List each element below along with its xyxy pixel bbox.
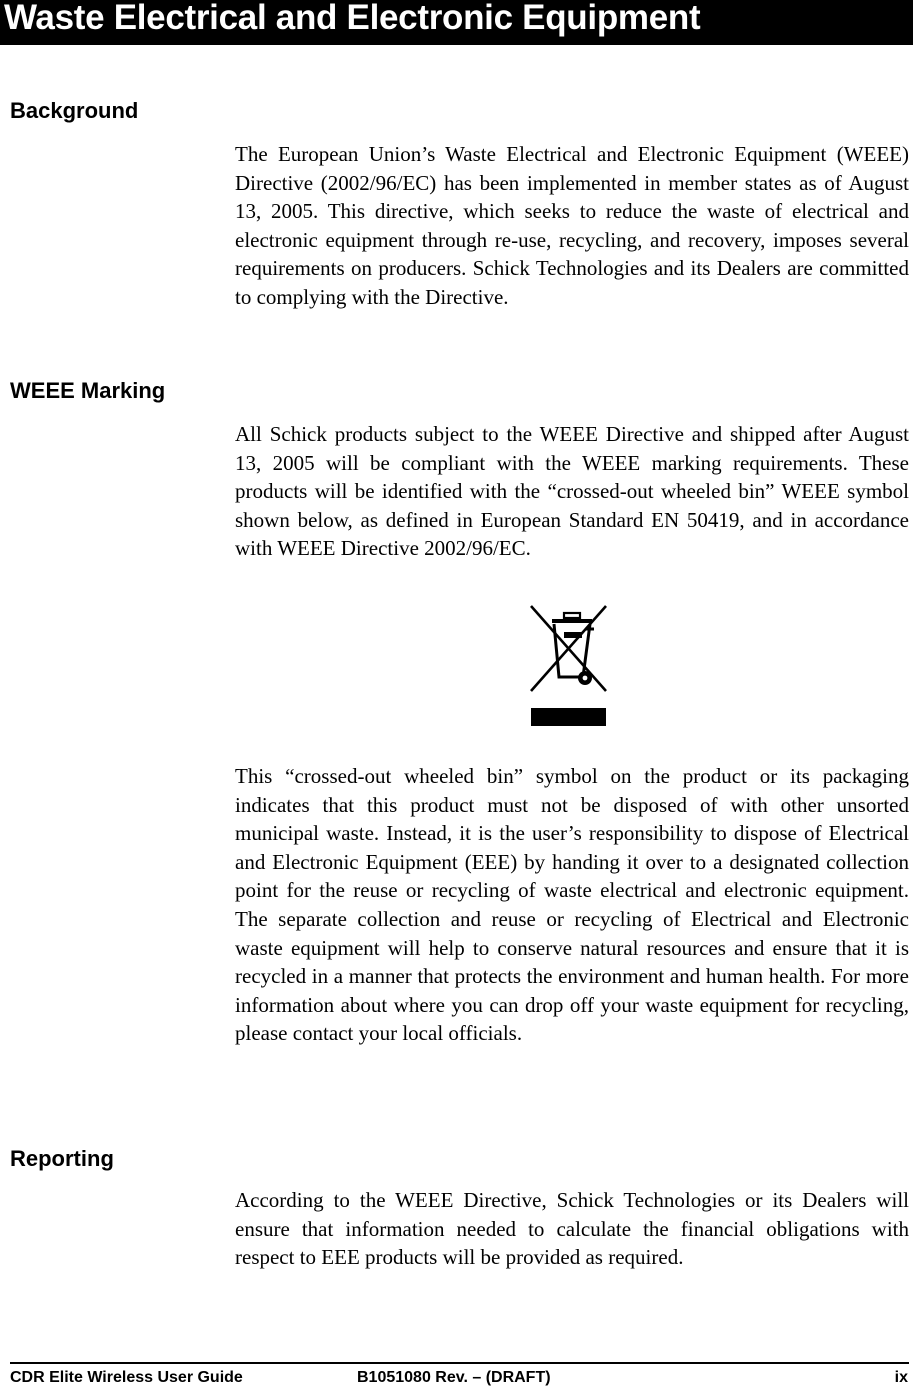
paragraph-weee-marking-1: All Schick products subject to the WEEE Directive and shipped after August 13, 2005 will be compliant with the WEEE marking requirements. These products will be identified with the “crossed-out wheeled bin” WEEE symbol shown below, as defined in European Standard EN 50419, and in accordance with WEEE Directive 2002/96/EC. bbox=[235, 422, 909, 561]
section-heading-background: Background bbox=[10, 98, 139, 123]
crossed-out-wheeled-bin-icon bbox=[528, 603, 608, 727]
paragraph-background: The European Union’s Waste Electrical and Electronic Equipment (WEEE) Directive (2002/96/EC) has been implemented in member states as of August 13, 2005. This directive, which seeks to reduce the waste of electrical and electronic equipment through re-use, recycling, and recovery, imposes several requirements on producers. Schick Technologies and its Dealers are committed to complying with the Directive. bbox=[235, 142, 909, 309]
paragraph-weee-marking-2: This “crossed-out wheeled bin” symbol on the product or its packaging indicates that this product must not be disposed of with other unsorted municipal waste. Instead, it is the user’s responsibility to dispose of Electrical and Electronic Equipment (EEE) by handing it over to a designated collection point for the reuse or recycling of waste electrical and electronic equipment. The separate collection and reuse or recycling of Electrical and Electronic waste equipment will help to conserve natural resources and ensure that it is recycled in a manner that protects the environment and human health. For more information about where you can drop off your waste equipment for recycling, please contact your local officials. bbox=[235, 764, 909, 1046]
footer-page-number: ix bbox=[894, 1369, 908, 1386]
footer-guide-title: CDR Elite Wireless User Guide bbox=[10, 1369, 243, 1386]
footer-doc-number: B1051080 Rev. – (DRAFT) bbox=[357, 1369, 551, 1386]
page-title: Waste Electrical and Electronic Equipment bbox=[4, 0, 701, 37]
footer-rule bbox=[10, 1362, 909, 1364]
section-heading-weee-marking: WEEE Marking bbox=[10, 378, 166, 403]
paragraph-reporting: According to the WEEE Directive, Schick Technologies or its Dealers will ensure that information needed to calculate the financial obligations with respect to EEE products will be provided as required. bbox=[235, 1188, 909, 1270]
title-bar bbox=[0, 0, 913, 45]
section-heading-reporting: Reporting bbox=[10, 1146, 114, 1171]
